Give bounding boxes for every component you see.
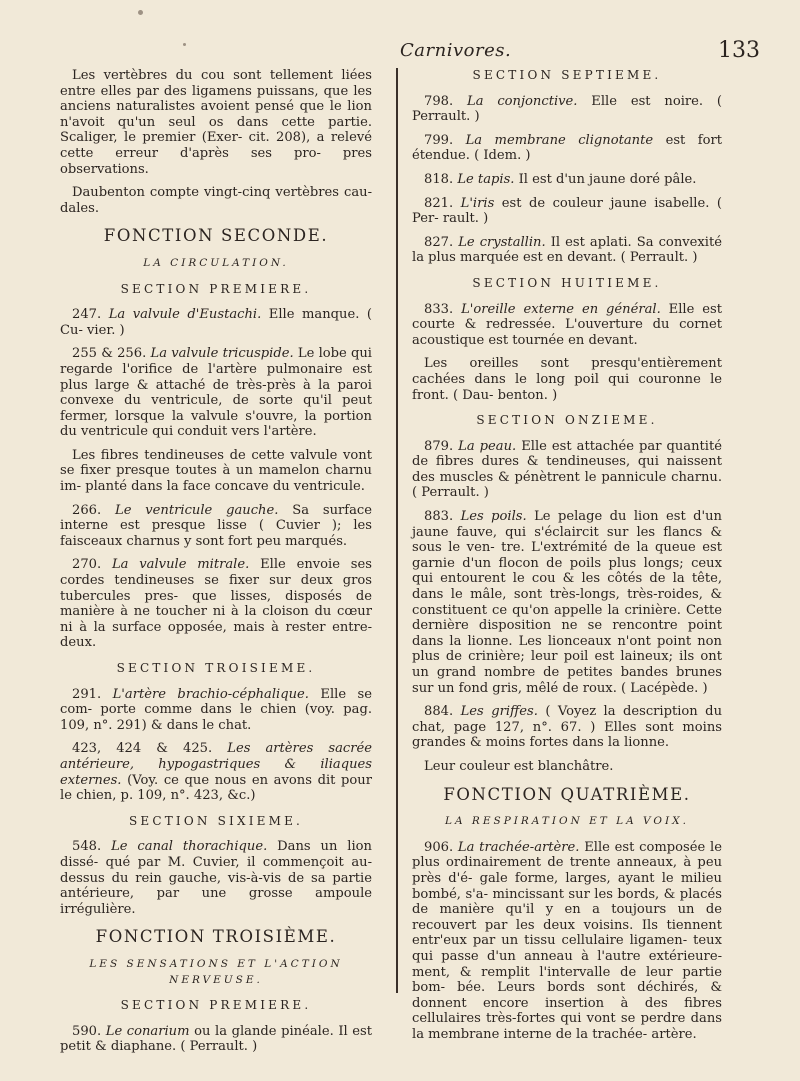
entry-548 (60, 839, 372, 917)
entry-883 (412, 509, 722, 696)
entry-text: Elle est attachée par quantité de fibres dures & tendineuses, qui naissent des muscles & pénètrent le pannicule charnu. ( Perrault. ) (412, 438, 723, 501)
left-column (60, 68, 372, 1063)
entry-291 (60, 687, 372, 734)
entry-text: Elle est composée le plus ordinairement de trente anneaux, à peu près d'é- gale forme, larges, ayant le milieu bombé, s'a- mincissant sur les bords, & placés de manière qu'il y en a toujours un de recouvert par les deux voisins. Ils tiennent entr'eux par un tissu cellulaire ligamen- teux qui passe d'un anneau à l'autre extérieure- ment, & remplit l'intervalle de leur partie bom- bée. Leurs bords sont déchirés, & donnent encore insertion à des fibres cellulaires très-fortes qui vont se perdre dans la membrane interne de la trachée- artère. (412, 839, 722, 1042)
entry-text: Sa surface interne est presque lisse ( Cuvier ); les faisceaux charnus y sont fort peu marqués. (60, 502, 372, 549)
paragraph: Les oreilles sont presqu'entièrement cachées dans le long poil qui couronne le front. ( Dau- benton. ) (412, 356, 722, 403)
entry-884 (412, 704, 722, 751)
entry-text: Il est d'un jaune doré pâle. (514, 171, 697, 187)
entry-number: 590. (72, 1023, 102, 1039)
entry-number: 879. (424, 438, 454, 454)
section-heading: SECTION PREMIERE. (120, 998, 312, 1013)
entry-number: 818. (424, 171, 454, 187)
entry-number: 799. (424, 132, 454, 148)
running-title: Carnivores. (400, 40, 512, 61)
entry-821 (412, 196, 722, 227)
entry-text: Le pelage du lion est d'un jaune fauve, qui s'éclaircit sur les flancs & sous le ven- tre. L'extrémité de la queue est garnie d'un flocon de poils plus longs; ceux qui entourent le cou & les côtés de la tête, dans le mâle, sont très-longs, très-roides, & constituent ce qu'on appelle la crinière. Cette dernière disposition ne se rencontre point dans la lionne. Les lionceaux n'ont point non plus de crinière; leur poil est laineux; ils ont un grand nombre de petites bandes brunes sur un fond gris, mêlé de roux. ( Lacépède. ) (412, 509, 722, 696)
entry-number: 548. (72, 839, 102, 855)
fonction-heading: FONCTION SECONDE. (103, 226, 329, 246)
entry-247 (60, 307, 372, 338)
entry-799 (412, 133, 722, 164)
entry-number: 266. (72, 502, 102, 518)
entry-798 (412, 94, 722, 125)
ink-spot (138, 10, 143, 15)
entry-423 (60, 741, 372, 803)
fonction-heading: FONCTION QUATRIÈME. (443, 784, 691, 804)
entry-label: Le crystallin. (458, 234, 546, 250)
entry-label: La membrane clignotante (465, 132, 654, 148)
entry-number: 247. (72, 307, 102, 323)
entry-text: Il est aplati. Sa convexité la plus marquée est en devant. ( Perrault. ) (412, 234, 722, 266)
entry-text: Elle est courte & redressée. L'ouverture du cornet acoustique est tournée en devant. (412, 301, 722, 348)
section-heading: SECTION HUITIEME. (472, 275, 662, 290)
fonction-subtitle: LES SENSATIONS ET L'ACTION NERVEUSE. (89, 957, 343, 986)
page-header (60, 38, 770, 66)
entry-label: L'oreille externe en général. (461, 301, 661, 317)
entry-text: Elle est noire. ( Perrault. ) (412, 93, 723, 125)
entry-label: La valvule d'Eustachi. (108, 307, 262, 323)
paragraph: Les vertèbres du cou sont tellement liées entre elles par des ligamens puissans, que les anciens naturalistes avoient pensé que le lion n'avoit qu'un seul os dans cette partie. Scaliger, le premier (Exer- cit. 208), a relevé cette erreur d'après ses pro- pres observations. (60, 68, 372, 177)
entry-label: La trachée-artère. (457, 839, 580, 855)
section-heading: SECTION TROISIEME. (116, 661, 316, 675)
entry-number: 833. (424, 301, 454, 317)
entry-879 (412, 439, 722, 501)
paragraph: Les fibres tendineuses de cette valvule vont se fixer presque toutes à un mamelon charnu im- planté dans la face concave du ventricule. (60, 447, 372, 495)
entry-text: (Voy. ce que nous en avons dit pour le chien, p. 109, n°. 423, &c.) (60, 772, 372, 804)
section-heading: SECTION SIXIEME. (128, 813, 304, 828)
entry-255 (60, 346, 372, 440)
section-heading: SECTION PREMIERE. (120, 281, 312, 296)
entry-text: Elle manque. ( Cu- vier. ) (60, 307, 372, 338)
page-number: 133 (718, 38, 760, 63)
entry-label: La conjonctive. (467, 93, 578, 109)
fonction-subtitle: LA RESPIRATION ET LA VOIX. (445, 815, 689, 828)
paragraph: Leur couleur est blanchâtre. (424, 758, 614, 774)
entry-number: 883. (424, 509, 454, 525)
entry-label: Le conarium (105, 1023, 190, 1039)
entry-label: Les artères sacrée antérieure, hypogastriques & iliaques externes. (60, 741, 372, 788)
section-heading: SECTION SEPTIEME. (472, 68, 662, 82)
entry-number: 798. (424, 93, 454, 109)
entry-label: L'iris (460, 195, 495, 211)
column-divider (396, 68, 398, 993)
entry-label: Le canal thorachique. (111, 839, 268, 855)
fonction-subtitle: LA CIRCULATION. (143, 256, 289, 269)
entry-text: ( Voyez la description du chat, page 127, n°. 67. ) Elles sont moins grandes & moins fortes dans la lionne. (412, 704, 722, 751)
entry-818 (412, 172, 722, 188)
entry-590 (60, 1024, 372, 1055)
entry-text: est de couleur jaune isabelle. ( Per- rault. ) (412, 195, 722, 227)
entry-number: 827. (424, 234, 454, 250)
entry-label: La valvule tricuspide. (150, 346, 294, 362)
entry-number: 821. (424, 195, 454, 211)
entry-label: La peau. (458, 438, 517, 454)
entry-label: Les poils. (460, 509, 527, 525)
entry-text: ou la glande pinéale. Il est petit & diaphane. ( Perrault. ) (60, 1023, 373, 1055)
entry-827 (412, 235, 722, 266)
entry-833 (412, 302, 722, 349)
entry-text: Le lobe qui regarde l'orifice de l'artère pulmonaire est plus large & attaché de très-près à la paroi convexe du ventricule, de sorte qu'il peut fermer, lorsque la valvule s'ouvre, la portion du ventricule qui conduit vers l'artère. (60, 346, 372, 440)
fonction-heading: FONCTION TROISIÈME. (95, 927, 337, 947)
entry-number: 884. (424, 704, 454, 720)
section-heading: SECTION ONZIEME. (476, 413, 658, 428)
entry-number: 423, 424 & 425. (72, 741, 213, 757)
entry-number: 255 & 256. (72, 346, 147, 362)
entry-text: Dans un lion dissé- qué par M. Cuvier, il commençoit au-dessus du rein gauche, vis-à-vis de sa partie antérieure, par une grosse ampoule irrégulière. (60, 839, 372, 917)
paragraph: Daubenton compte vingt-cinq vertèbres cau- dales. (60, 185, 372, 216)
entry-text: est fort étendue. ( Idem. ) (412, 132, 722, 164)
right-column (412, 68, 722, 1050)
entry-label: Les griffes. (460, 704, 538, 720)
entry-text: Elle se com- porte comme dans le chien (voy. pag. 109, n°. 291) & dans le chat. (60, 686, 372, 733)
entry-number: 270. (72, 557, 102, 573)
entry-label: La valvule mitrale. (111, 557, 250, 573)
entry-text: Elle envoie ses cordes tendineuses se fixer sur deux gros tubercules pres- que lisses, disposés de manière à ne toucher ni à la cloison du cœur ni à la surface opposée, mais à rester entre-deux. (60, 557, 372, 651)
entry-label: L'artère brachio-céphalique. (112, 686, 309, 702)
entry-270 (60, 557, 372, 651)
entry-label: Le tapis. (457, 171, 515, 187)
entry-number: 906. (424, 839, 454, 855)
entry-number: 291. (72, 686, 102, 702)
entry-266 (60, 503, 372, 550)
entry-label: Le ventricule gauche. (115, 502, 279, 518)
entry-906 (412, 840, 722, 1043)
